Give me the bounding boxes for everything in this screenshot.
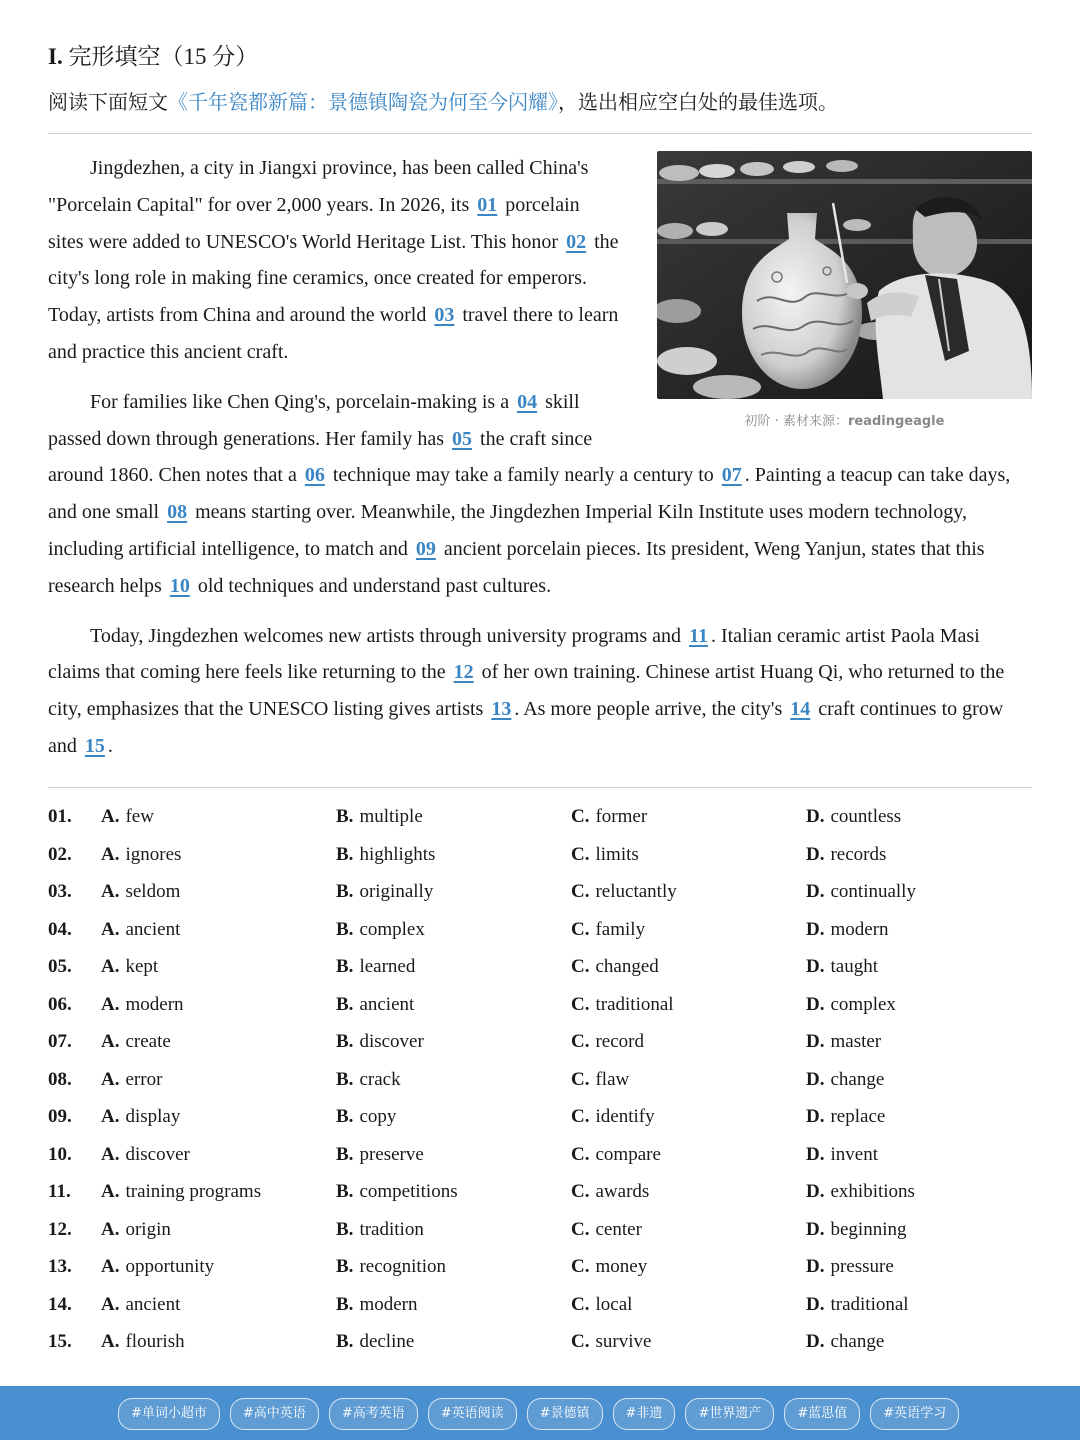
option-d[interactable] [806, 798, 901, 836]
question-number: 12. [48, 1218, 72, 1240]
option-letter: B. [336, 1293, 354, 1315]
option-c[interactable] [571, 1211, 642, 1249]
hashtag-chip[interactable]: #景德镇 [527, 1398, 603, 1430]
option-b[interactable] [336, 1211, 424, 1249]
option-text: center [595, 1218, 642, 1240]
question-number: 14. [48, 1293, 72, 1315]
option-text: competitions [359, 1181, 458, 1202]
option-c[interactable] [571, 798, 647, 836]
option-b[interactable] [336, 873, 433, 911]
option-a[interactable] [101, 1173, 261, 1211]
blank-01[interactable]: 01 [477, 193, 498, 216]
option-text: modern [359, 1293, 418, 1315]
option-b[interactable] [336, 986, 414, 1024]
article-title-link[interactable]: 《千年瓷都新篇：景德镇陶瓷为何至今闪耀》 [168, 92, 558, 114]
option-text: limits [595, 843, 639, 865]
option-letter: C. [571, 1293, 590, 1315]
option-text: ancient [359, 993, 415, 1015]
blank-11[interactable]: 11 [689, 624, 708, 647]
intro-prefix: 阅读下面短文 [48, 92, 168, 114]
option-a[interactable] [101, 911, 180, 949]
option-letter: D. [806, 806, 825, 827]
option-text: decline [359, 1331, 415, 1352]
option-letter: A. [101, 1143, 120, 1165]
option-text: change [830, 1331, 885, 1352]
hashtag-chip[interactable]: #世界遗产 [685, 1398, 774, 1430]
option-text: create [125, 1031, 171, 1052]
option-letter: A. [101, 1293, 120, 1315]
option-text: error [125, 1068, 163, 1090]
option-text: ancient [125, 918, 181, 940]
question-number: 11. [48, 1181, 71, 1202]
option-letter: B. [336, 956, 354, 977]
blank-09[interactable]: 09 [415, 537, 436, 560]
option-text: seldom [125, 881, 181, 902]
option-letter: C. [571, 1143, 590, 1165]
option-letter: C. [571, 1068, 590, 1090]
blank-02[interactable]: 02 [566, 230, 587, 253]
option-c[interactable] [571, 1286, 632, 1324]
passage-text: . Painting a teacup can take days, and one small [48, 464, 1011, 524]
intro-suffix: ，选出相应空白处的最佳选项。 [558, 92, 838, 114]
question-row [48, 1248, 1032, 1286]
option-letter: B. [336, 806, 354, 827]
option-b[interactable] [336, 798, 423, 836]
option-letter: C. [571, 806, 590, 827]
option-letter: A. [101, 993, 120, 1015]
option-b[interactable] [336, 1248, 446, 1286]
option-letter: D. [806, 1293, 825, 1315]
passage-text: travel there to learn and practice this ancient craft. [48, 304, 619, 363]
passage-text: means starting over. Meanwhile, the Jingdezhen Imperial Kiln Institute uses modern technology, including artificial intelligence, to match and [48, 501, 967, 560]
option-text: survive [595, 1331, 652, 1352]
question-number: 13. [48, 1256, 72, 1277]
option-letter: C. [571, 1031, 590, 1052]
passage-text: Today, Jingdezhen welcomes new artists through university programs and [90, 624, 682, 647]
option-d[interactable] [806, 948, 878, 986]
option-letter: C. [571, 956, 590, 977]
option-text: replace [830, 1106, 886, 1127]
option-c[interactable] [571, 986, 674, 1024]
question-number: 08. [48, 1068, 72, 1090]
option-text: ignores [125, 843, 182, 865]
option-letter: C. [571, 843, 590, 865]
option-letter: D. [806, 1181, 825, 1202]
option-letter: B. [336, 881, 354, 902]
option-d[interactable] [806, 1136, 878, 1174]
hashtag-list [118, 1398, 959, 1430]
option-letter: A. [101, 1256, 120, 1277]
option-text: traditional [595, 993, 674, 1015]
option-letter: B. [336, 1143, 354, 1165]
option-letter: D. [806, 1331, 825, 1352]
question-number: 15. [48, 1331, 72, 1352]
option-letter: D. [806, 1218, 825, 1240]
option-d[interactable] [806, 1323, 884, 1361]
option-text: local [595, 1293, 633, 1315]
passage-text: the city's long role in making fine ceramics, once created for emperors. Today, artists from China and around the world [48, 230, 619, 327]
option-letter: A. [101, 918, 120, 940]
option-letter: B. [336, 1106, 354, 1127]
option-text: invent [830, 1143, 878, 1165]
question-number: 06. [48, 993, 72, 1015]
option-letter: B. [336, 1256, 354, 1277]
option-text: highlights [359, 843, 436, 865]
section-number: I. [48, 44, 63, 69]
question-number: 01. [48, 806, 72, 827]
option-d[interactable] [806, 1098, 885, 1136]
blank-06[interactable]: 06 [304, 464, 325, 487]
option-a[interactable] [101, 1211, 171, 1249]
option-text: awards [595, 1181, 650, 1202]
option-text: exhibitions [830, 1181, 915, 1202]
option-letter: D. [806, 1068, 825, 1090]
photo-caption [657, 404, 1032, 441]
passage-text: . Italian ceramic artist Paola Masi claims that coming here feels like returning to the [48, 624, 980, 684]
question-row [48, 1023, 1032, 1061]
hashtag-chip[interactable]: #高中英语 [230, 1398, 319, 1430]
instructions [48, 86, 838, 115]
option-c[interactable] [571, 873, 677, 911]
option-d[interactable] [806, 986, 896, 1024]
paragraph-3 [48, 618, 1032, 765]
option-b[interactable] [336, 1286, 417, 1324]
hashtag-chip[interactable]: #高考英语 [329, 1398, 418, 1430]
blank-12[interactable]: 12 [453, 661, 474, 684]
hashtag-chip[interactable]: #英语学习 [870, 1398, 959, 1430]
caption-prefix: 初阶 · 素材来源： [744, 414, 848, 429]
option-letter: A. [101, 843, 120, 865]
option-b[interactable] [336, 911, 425, 949]
option-text: discover [125, 1143, 190, 1165]
option-a[interactable] [101, 986, 184, 1024]
option-text: modern [830, 918, 889, 940]
option-letter: C. [571, 1181, 590, 1202]
option-text: countless [830, 806, 902, 827]
option-text: origin [125, 1218, 171, 1240]
option-letter: D. [806, 918, 825, 940]
option-letter: A. [101, 1106, 120, 1127]
option-text: preserve [359, 1143, 424, 1165]
option-d[interactable] [806, 1286, 909, 1324]
section-name: 完形填空（15 分） [68, 44, 259, 69]
question-number: 04. [48, 918, 72, 940]
option-d[interactable] [806, 1211, 906, 1249]
option-c[interactable] [571, 1061, 629, 1099]
option-text: multiple [359, 806, 423, 827]
hashtag-chip[interactable]: #英语阅读 [428, 1398, 517, 1430]
option-text: reluctantly [595, 881, 677, 902]
option-a[interactable] [101, 1136, 190, 1174]
option-text: changed [595, 956, 659, 977]
option-c[interactable] [571, 1173, 649, 1211]
option-a[interactable] [101, 1023, 171, 1061]
option-text: compare [595, 1143, 661, 1165]
option-c[interactable] [571, 1323, 651, 1361]
option-letter: A. [101, 1068, 120, 1090]
passage-text: . [107, 734, 113, 757]
blank-13[interactable]: 13 [491, 698, 512, 721]
option-a[interactable] [101, 1098, 180, 1136]
blank-04[interactable]: 04 [517, 390, 538, 413]
question-row [48, 873, 1032, 911]
option-letter: A. [101, 956, 120, 977]
photo-figure [657, 151, 1032, 441]
option-d[interactable] [806, 911, 889, 949]
option-c[interactable] [571, 911, 645, 949]
option-a[interactable] [101, 948, 158, 986]
option-text: flourish [125, 1331, 185, 1352]
option-letter: B. [336, 1331, 354, 1352]
option-letter: C. [571, 1106, 590, 1127]
option-letter: B. [336, 843, 354, 865]
option-c[interactable] [571, 1023, 644, 1061]
option-b[interactable] [336, 1061, 401, 1099]
question-row [48, 1211, 1032, 1249]
option-a[interactable] [101, 798, 154, 836]
question-number: 09. [48, 1106, 72, 1127]
question-row [48, 798, 1032, 836]
question-row [48, 1136, 1032, 1174]
question-row [48, 986, 1032, 1024]
option-text: learned [359, 956, 416, 977]
option-letter: D. [806, 1143, 825, 1165]
option-text: continually [830, 881, 916, 902]
passage-text: Jingdezhen, a city in Jiangxi province, has been called China's "Porcelain Capital" for over 2,000 years. In 2026, its [48, 157, 589, 216]
option-d[interactable] [806, 1173, 915, 1211]
option-b[interactable] [336, 1098, 396, 1136]
passage-text: old techniques and understand past cultures. [197, 574, 552, 597]
option-letter: A. [101, 1218, 120, 1240]
option-b[interactable] [336, 1023, 424, 1061]
option-letter: B. [336, 918, 354, 940]
option-text: former [595, 806, 648, 827]
passage-text: craft continues to grow and [48, 698, 1004, 757]
hashtag-chip[interactable]: #单词小超市 [118, 1398, 220, 1430]
option-c[interactable] [571, 1098, 655, 1136]
question-number: 02. [48, 843, 72, 865]
option-c[interactable] [571, 948, 659, 986]
option-letter: D. [806, 843, 825, 865]
question-row [48, 1323, 1032, 1361]
option-letter: B. [336, 1068, 354, 1090]
hashtag-chip[interactable]: #蓝思值 [784, 1398, 860, 1430]
option-letter: A. [101, 806, 120, 827]
option-letter: A. [101, 1331, 120, 1352]
option-text: change [830, 1068, 885, 1090]
passage-text: . As more people arrive, the city's [514, 698, 783, 721]
option-text: ancient [125, 1293, 181, 1315]
option-letter: D. [806, 956, 825, 977]
option-letter: A. [101, 1031, 120, 1052]
passage-text: the craft since around 1860. Chen notes that a [48, 427, 593, 487]
option-text: few [125, 806, 154, 827]
option-d[interactable] [806, 1248, 894, 1286]
passage-text: of her own training. Chinese artist Huang Qi, who returned to the city, emphasizes that the UNESCO listing gives artists [48, 661, 1005, 721]
passage-text: For families like Chen Qing's, porcelain-making is a [90, 390, 510, 413]
option-a[interactable] [101, 1323, 185, 1361]
option-a[interactable] [101, 1248, 214, 1286]
option-d[interactable] [806, 1023, 881, 1061]
option-letter: B. [336, 993, 354, 1015]
option-letter: D. [806, 1106, 825, 1127]
option-c[interactable] [571, 1136, 661, 1174]
question-number: 10. [48, 1143, 72, 1165]
question-number: 05. [48, 956, 72, 977]
option-text: flaw [595, 1068, 630, 1090]
option-text: beginning [830, 1218, 907, 1240]
option-letter: A. [101, 881, 120, 902]
option-text: complex [359, 918, 425, 940]
blank-08[interactable]: 08 [167, 501, 188, 524]
option-text: discover [359, 1031, 424, 1052]
passage-text: ancient porcelain pieces. Its president, Weng Yanjun, states that this research helps [48, 537, 985, 597]
option-letter: D. [806, 993, 825, 1015]
option-text: training programs [125, 1181, 262, 1202]
options-list [48, 798, 1032, 1361]
option-letter: B. [336, 1031, 354, 1052]
passage-text: porcelain sites were added to UNESCO's World Heritage List. This honor [48, 193, 580, 253]
option-text: record [595, 1031, 645, 1052]
question-row [48, 836, 1032, 874]
option-text: money [595, 1256, 648, 1277]
option-text: originally [359, 881, 434, 902]
blank-15[interactable]: 15 [84, 734, 105, 757]
question-row [48, 911, 1032, 949]
blank-03[interactable]: 03 [434, 304, 455, 327]
option-text: crack [359, 1068, 401, 1090]
hashtag-chip[interactable]: #非遗 [613, 1398, 676, 1430]
blank-07[interactable]: 07 [721, 464, 742, 487]
option-a[interactable] [101, 873, 180, 911]
option-c[interactable] [571, 836, 639, 874]
option-b[interactable] [336, 1136, 424, 1174]
option-b[interactable] [336, 836, 435, 874]
caption-source: readingeagle [847, 414, 945, 429]
option-text: kept [125, 956, 159, 977]
question-row [48, 1173, 1032, 1211]
option-b[interactable] [336, 1173, 458, 1211]
passage-text: technique may take a family nearly a century to [332, 464, 714, 487]
option-text: pressure [830, 1256, 894, 1277]
option-text: identify [595, 1106, 655, 1127]
option-letter: B. [336, 1218, 354, 1240]
option-b[interactable] [336, 948, 415, 986]
option-letter: C. [571, 1331, 590, 1352]
option-letter: D. [806, 1256, 825, 1277]
option-text: traditional [830, 1293, 909, 1315]
option-c[interactable] [571, 1248, 647, 1286]
option-text: opportunity [125, 1256, 215, 1277]
question-row [48, 1286, 1032, 1324]
option-d[interactable] [806, 1061, 884, 1099]
question-row [48, 948, 1032, 986]
option-text: master [830, 1031, 882, 1052]
question-number: 03. [48, 881, 72, 902]
option-letter: C. [571, 1218, 590, 1240]
option-letter: A. [101, 1181, 120, 1202]
passage [48, 150, 1032, 765]
option-text: copy [359, 1106, 397, 1127]
hashtag-footer [0, 1386, 1080, 1440]
option-letter: D. [806, 881, 825, 902]
question-number: 07. [48, 1031, 72, 1052]
option-letter: C. [571, 1256, 590, 1277]
option-letter: C. [571, 918, 590, 940]
porcelain-painter-photo [657, 151, 1032, 399]
divider-options [48, 787, 1032, 788]
option-text: complex [830, 993, 896, 1015]
option-text: family [595, 918, 646, 940]
option-a[interactable] [101, 1061, 162, 1099]
option-text: modern [125, 993, 184, 1015]
blank-05[interactable]: 05 [452, 427, 473, 450]
question-row [48, 1061, 1032, 1099]
option-letter: D. [806, 1031, 825, 1052]
divider-top [48, 133, 1032, 134]
option-a[interactable] [101, 1286, 180, 1324]
option-text: records [830, 843, 887, 865]
option-letter: C. [571, 993, 590, 1015]
option-d[interactable] [806, 873, 916, 911]
option-d[interactable] [806, 836, 886, 874]
blank-14[interactable]: 14 [790, 698, 811, 721]
option-b[interactable] [336, 1323, 414, 1361]
option-letter: B. [336, 1181, 354, 1202]
question-row [48, 1098, 1032, 1136]
option-text: display [125, 1106, 181, 1127]
blank-10[interactable]: 10 [169, 574, 190, 597]
option-text: tradition [359, 1218, 424, 1240]
option-a[interactable] [101, 836, 181, 874]
section-title [48, 38, 258, 71]
option-text: recognition [359, 1256, 446, 1277]
option-letter: C. [571, 881, 590, 902]
option-text: taught [830, 956, 878, 977]
passage-text: skill passed down through generations. Her family has [48, 390, 580, 450]
